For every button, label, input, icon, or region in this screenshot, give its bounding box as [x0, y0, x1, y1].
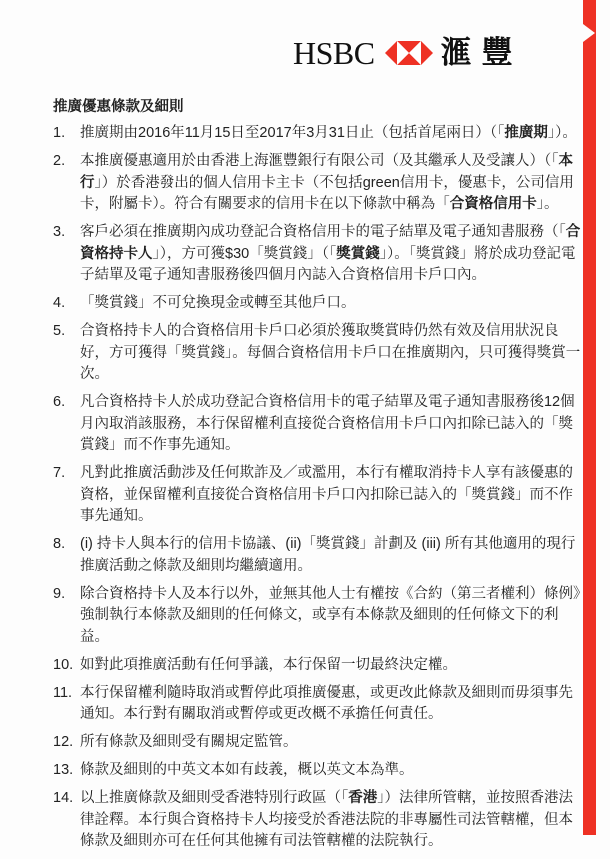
term-text: 合資格持卡人的合資格信用卡戶口必須於獲取獎賞時仍然有效及信用狀況良好，方可獲得「獎賞錢」。每個合資格信用卡戶口在推廣期內，只可獲得獎賞一次。 — [80, 323, 581, 382]
hsbc-logo — [293, 36, 523, 70]
logo-text: HSBC — [293, 35, 375, 71]
term-number: 12. — [53, 734, 74, 750]
term-number: 14. — [53, 790, 74, 806]
term-text: 凡對此推廣活動涉及任何欺詐及／或濫用，本行有權取消持卡人享有該優惠的資格，並保留權利直接從合資格信用卡戶口內扣除已誌入的「獎賞錢」而不作事先通知。 — [80, 465, 573, 524]
logo-chinese: 滙豐 — [440, 35, 523, 71]
hsbc-hexagon-icon — [385, 41, 433, 65]
term-number: 13. — [53, 762, 74, 778]
term-item — [53, 463, 583, 528]
term-defined-keyword: 合資格持卡人 — [80, 224, 581, 262]
term-defined-keyword: 香港 — [348, 790, 378, 806]
term-item — [53, 123, 583, 145]
term-text: 」）法律所管轄，並按照香港法律詮釋。本行與合資格持卡人均接受於香港法院的非專屬性司法管轄權，但本條款及細則亦可在任何其他擁有司法管轄權的法院執行。 — [80, 790, 573, 849]
term-item — [53, 788, 583, 853]
term-number: 2. — [53, 153, 66, 169]
term-defined-keyword: 本行 — [80, 153, 573, 191]
term-text: 凡合資格持卡人於成功登記合資格信用卡的電子結單及電子通知書服務後12個月內取消該服務，本行保留權利直接從合資格信用卡戶口內扣除已誌入的「獎賞錢」而不作事先通知。 — [80, 394, 575, 453]
term-number: 10. — [53, 656, 74, 673]
term-text: 條款及細則的中英文本如有歧義，概以英文本為準。 — [80, 762, 414, 778]
terms-document — [53, 97, 583, 859]
term-text: 以上推廣條款及細則受香港特別行政區（「 — [80, 790, 349, 806]
term-text: 所有條款及細則受有關規定監管。 — [80, 734, 298, 750]
term-item — [53, 293, 583, 315]
term-item — [53, 222, 583, 287]
term-item — [53, 151, 583, 216]
term-item — [53, 683, 583, 726]
term-number: 8. — [53, 536, 66, 552]
term-text: 」）。「獎賞錢」將於成功登記電子結單及電子通知書服務後四個月內誌入合資格信用卡戶口內。 — [80, 245, 576, 283]
brand-bar-notch — [583, 24, 595, 42]
term-number: 3. — [53, 224, 66, 240]
term-text: 推廣期由2016年11月15日至2017年3月31日止（包括首尾兩日）（「 — [80, 125, 505, 141]
term-item — [53, 732, 583, 754]
term-item — [53, 534, 583, 577]
term-item — [53, 321, 583, 386]
brand-side-bar — [583, 0, 596, 835]
term-item — [53, 760, 583, 782]
term-defined-keyword: 合資格信用卡 — [449, 196, 537, 212]
term-defined-keyword: 推廣期 — [504, 125, 548, 141]
term-number: 9. — [53, 585, 66, 602]
term-item — [53, 584, 583, 649]
document-title: 推廣優惠條款及細則 — [53, 99, 184, 115]
term-defined-keyword: 獎賞錢 — [336, 245, 380, 262]
term-text: 除合資格持卡人及本行以外，並無其他人士有權按《合約（第三者權利）條例》強制執行本條款及細則的任何條文，或享有本條款及細則的任何條文下的利益。 — [80, 585, 581, 645]
term-text: 」）於香港發出的個人信用卡主卡（不包括green信用卡，優惠卡，公司信用卡，附屬卡）。符合有關要求的信用卡在以下條款中稱為「 — [80, 174, 574, 212]
term-text: 」），方可獲$30「獎賞錢」（「 — [152, 245, 337, 262]
terms-list — [53, 123, 583, 853]
term-number: 5. — [53, 323, 66, 339]
term-number: 11. — [53, 684, 73, 701]
term-text: 「獎賞錢」不可兌換現金或轉至其他戶口。 — [80, 295, 356, 311]
term-text: 本推廣優惠適用於由香港上海滙豐銀行有限公司（及其繼承人及受讓人）（「 — [80, 153, 559, 169]
term-text: 如對此項推廣活動有任何爭議，本行保留一切最終決定權。 — [80, 656, 457, 673]
term-text: (i) 持卡人與本行的信用卡協議、(ii)「獎賞錢」計劃及 (iii) 所有其他適用的現行推廣活動之條款及細則均繼續適用。 — [80, 536, 576, 574]
term-number: 1. — [53, 125, 66, 141]
term-item — [53, 392, 583, 457]
term-text: 」。 — [536, 196, 559, 212]
term-text: 本行保留權利隨時取消或暫停此項推廣優惠，或更改此條款及細則而毋須事先通知。本行對有關取消或暫停或更改概不承擔任何責任。 — [80, 684, 573, 722]
term-text: 」）。 — [547, 125, 577, 141]
term-item — [53, 655, 583, 677]
term-number: 6. — [53, 394, 66, 410]
term-number: 4. — [53, 295, 66, 311]
term-number: 7. — [53, 465, 66, 481]
term-text: 客戶必須在推廣期內成功登記合資格信用卡的電子結單及電子通知書服務（「 — [80, 224, 566, 240]
